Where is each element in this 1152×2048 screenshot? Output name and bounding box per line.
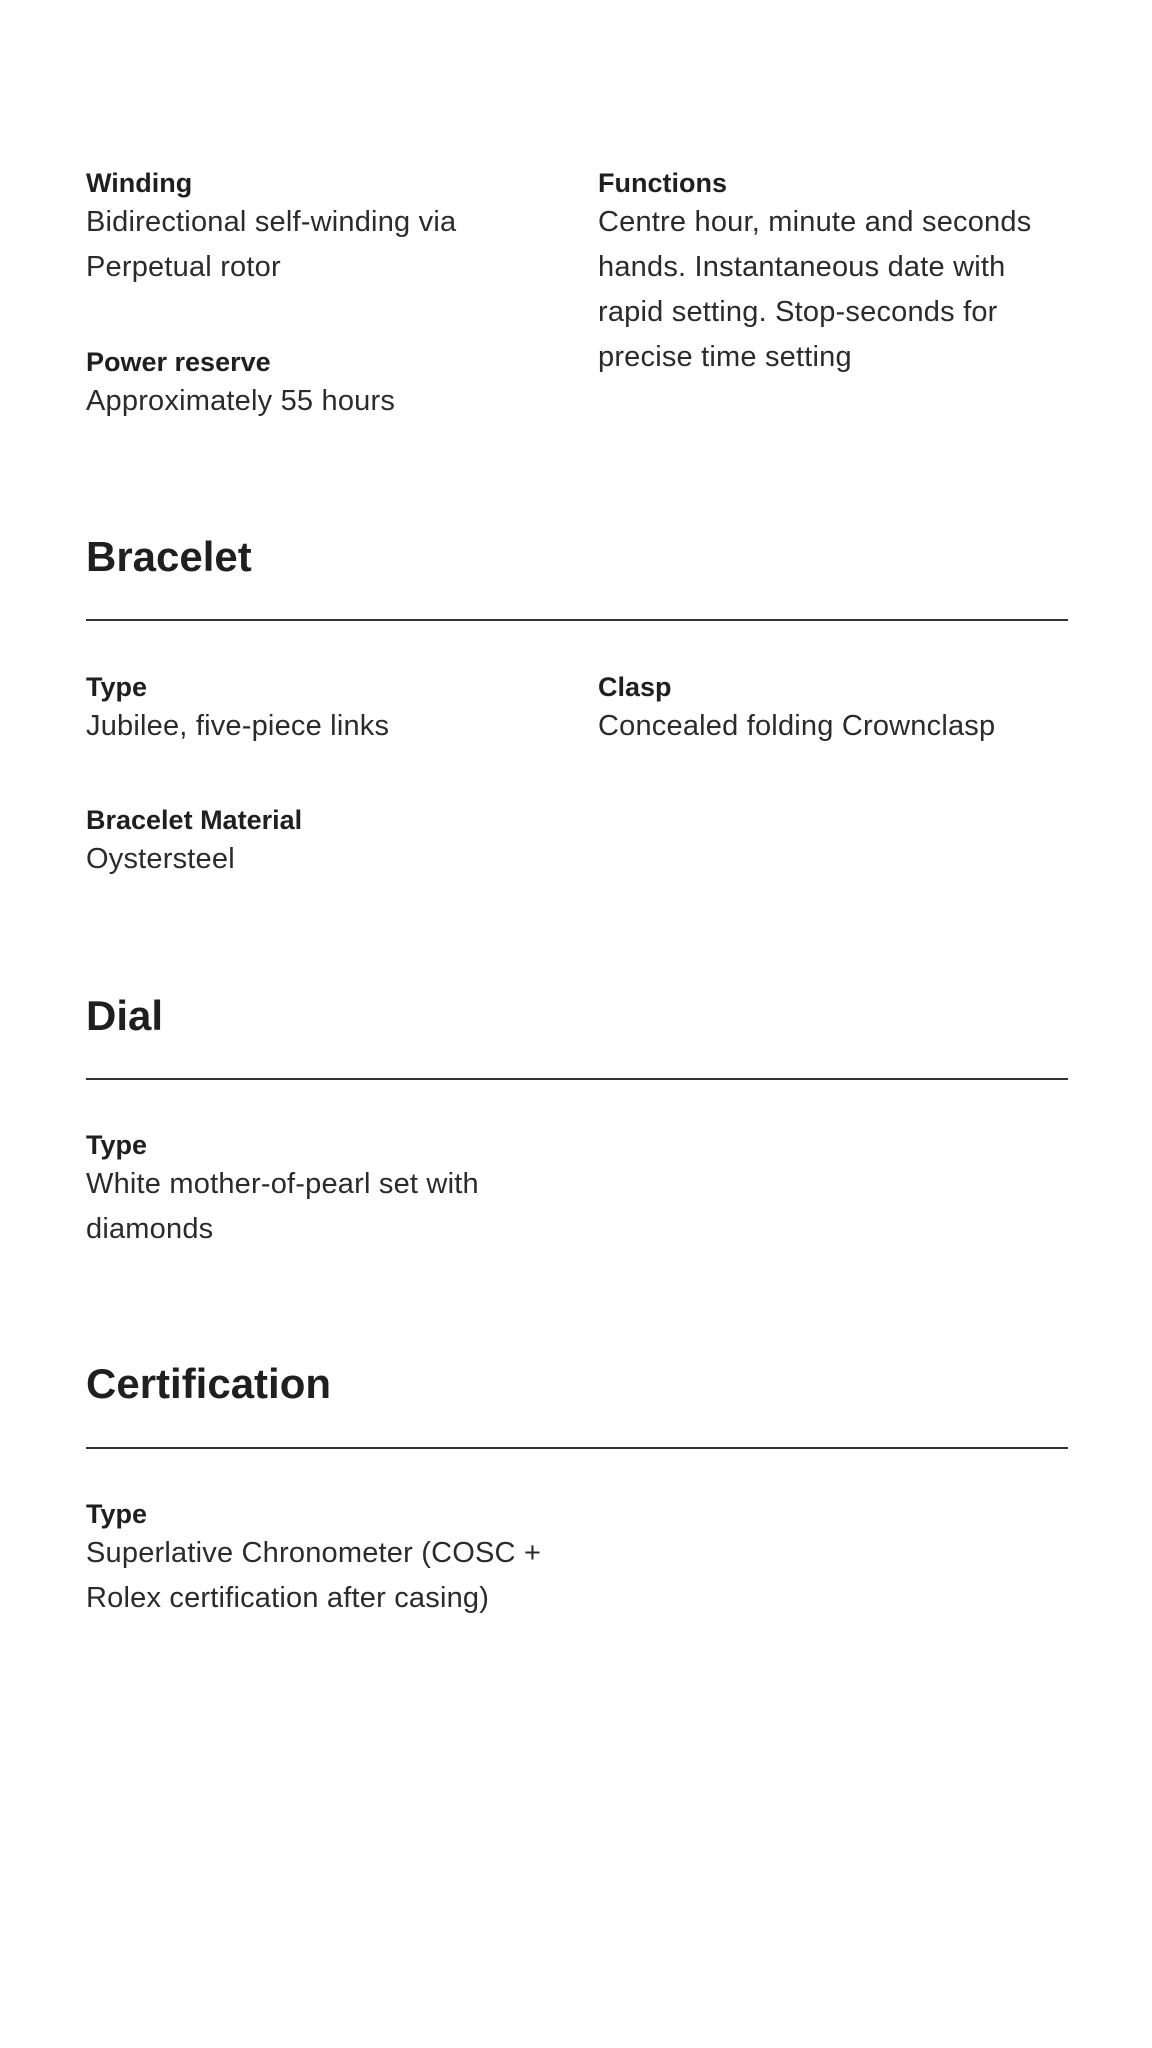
section-divider-bracelet (86, 619, 1068, 621)
section-divider-dial (86, 1078, 1068, 1080)
spec-value-bracelet-material: Oystersteel (86, 843, 235, 875)
section-title-certification: Certification (86, 1360, 332, 1407)
spec-bracelet-type (86, 670, 546, 749)
spec-value-functions: Centre hour, minute and seconds hands. Instantaneous date with rapid setting. Stop-seconds for precise time setting (598, 206, 1032, 373)
spec-power-reserve (86, 345, 546, 424)
spec-label-bracelet-type: Type (86, 672, 148, 702)
spec-bracelet-material (86, 803, 546, 882)
spec-label-dial-type: Type (86, 1130, 148, 1160)
spec-label-winding: Winding (86, 168, 193, 198)
spec-label-certification-type: Type (86, 1499, 148, 1529)
spec-value-dial-type: White mother-of-pearl set with diamonds (86, 1168, 479, 1245)
spec-value-power-reserve: Approximately 55 hours (86, 385, 396, 417)
spec-value-winding: Bidirectional self-winding via Perpetual rotor (86, 206, 457, 283)
spec-value-certification-type: Superlative Chronometer (COSC + Rolex certification after casing) (86, 1537, 542, 1614)
spec-label-clasp: Clasp (598, 672, 672, 702)
section-title-dial: Dial (86, 992, 164, 1039)
section-title-bracelet: Bracelet (86, 533, 252, 580)
spec-dial-type (86, 1128, 516, 1252)
spec-winding (86, 166, 506, 290)
spec-value-clasp: Concealed folding Crownclasp (598, 710, 996, 742)
section-divider-certification (86, 1447, 1068, 1449)
spec-clasp (598, 670, 1058, 749)
spec-label-functions: Functions (598, 168, 727, 198)
spec-certification-type (86, 1497, 556, 1621)
spec-functions (598, 166, 1048, 380)
spec-label-power-reserve: Power reserve (86, 347, 271, 377)
spec-value-bracelet-type: Jubilee, five-piece links (86, 710, 390, 742)
spec-label-bracelet-material: Bracelet Material (86, 805, 303, 835)
